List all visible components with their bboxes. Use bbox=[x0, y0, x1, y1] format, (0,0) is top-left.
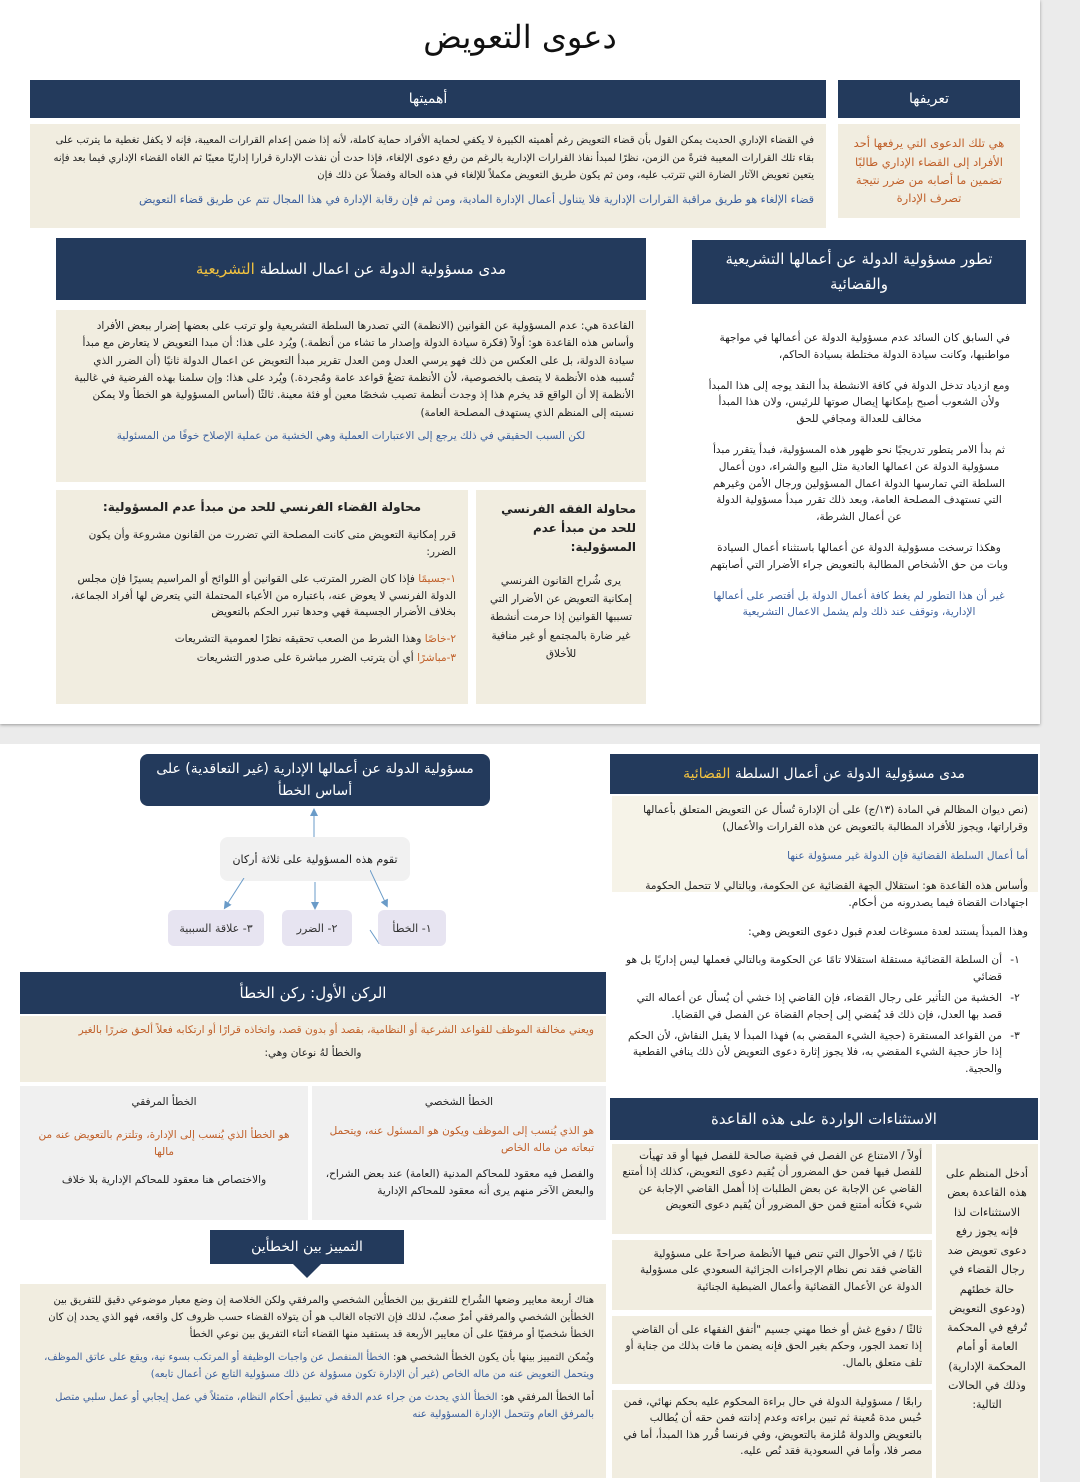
arrow-spacer bbox=[370, 870, 390, 908]
distinction-p1: هناك أربعة معايير وضعها الشُراح للتفريق بين الخطأين الشخصي والمرفقي ولكن الخلاصة إن وضع معيار موضوعي دقيق للتفريق بين الخطأين الشخصي والمرفقي أمرٌ صعبٌ، لذلك فإن الاتجاه الغالب هو أن يتولاه القضاء حسب ظروف كل واقعه، فهو الذي يحدد إن كان الخطأ شخصيًا أو مرفقيًا على أن معايير الأربعة قد يستفيد منها القضاء أثناء التفريق بين نوعي الخطأ bbox=[48, 1295, 594, 1340]
importance-blue: قضاء الإلغاء هو طريق مراقبة القرارات الإدارية فلا يتناول أعمال الإدارة المادية، ومن ثم فإن رقابة الإدارة في هذا المجال تتم عن طريق قضاء التعويض bbox=[139, 192, 814, 206]
french-judiciary-heading: محاولة القضاء الفرنسي للحد من مبدأ عدم المسؤولية: bbox=[102, 500, 422, 514]
judicial-p3: وهذا المبدأ يستند لعدة مسوغات لعدم قبول دعوى التعويض وهي: bbox=[748, 925, 1028, 938]
definition-text: هي تلك الدعوى التي يرفعها أحد الأفراد إلى القضاء الإداري طالبًا تضمين ما أصابه من ضرر نتيجة تصرف الإدارة bbox=[853, 136, 1005, 206]
p2-blue: الخطأ المنفصل عن واجبات الوظيفة أو المرتكب بسوء نية، ويقع على عاتق الموظف، ويتحمل التعويض عنه من ماله الخاص (غير أن الإدارة تكون مسؤولة عن ذلك مسؤولية التابع عن أعمال تابعه) bbox=[44, 1352, 594, 1380]
administrative-heading: مسؤولية الدولة عن أعمالها الإدارية (غير التعاقدية) على أساس الخطأ bbox=[140, 754, 490, 806]
arrow-right-tip bbox=[370, 870, 390, 908]
exception-3 bbox=[612, 1316, 932, 1384]
item-2-rest: وهذا الشرط من الصعب تحقيقه نظرًا لعمومية التشريعات bbox=[174, 633, 425, 646]
arrow-mid-wrap bbox=[305, 882, 325, 912]
page-2 bbox=[0, 744, 1040, 1482]
pillars-center: تقوم هذه المسؤولية على ثلاثة أركان bbox=[220, 837, 410, 881]
definition-heading: تعريفها bbox=[838, 80, 1020, 118]
evolution-blue: غير أن هذا التطور لم يغط كافة أعمال الدولة بل أقتصر على أعمالها الإدارية، وتوقف عند ذلك ولم يشمل الاعمال التشريعية bbox=[713, 589, 1005, 619]
item-num: ٢- bbox=[1010, 991, 1020, 1004]
personal-error-orange: هو الذي يُنسب إلى الموظف ويكون هو المسئول عنه، ويتحمل تبعاته من ماله الخاص bbox=[329, 1124, 594, 1154]
exceptions-heading: الاستثناءات الواردة على هذه القاعدة bbox=[610, 1098, 1038, 1140]
error-heading: الركن الأول: ركن الخطأ bbox=[20, 972, 606, 1014]
item-num: ١- bbox=[1010, 954, 1020, 967]
exception-2-text: ثانيًا / في الأحوال التي تنص فيها الأنظمة صراحةً على مسؤولية القاضي فقد نص نظام الإجراءات الجزائية السعودي على مسؤولية الدولة عن الأعمال القضائية وأعمال الضبطية الجنائية bbox=[640, 1248, 922, 1293]
item-2-key: ٢-خاصًا bbox=[424, 633, 456, 646]
evolution-p1: في السابق كان السائد عدم مسؤولية الدولة عن أعمالها في مواجهة مواطنيها، وكانت سيادة الدولة مختلطة بسيادة الحاكم، bbox=[719, 332, 1010, 361]
french-judiciary-item-1 bbox=[68, 571, 456, 621]
error-def: ويعني مخالفة الموظف للقواعد الشرعية أو النظامية، بقصد أو بدون قصد، واتخاذه قرارًا أو ارتكابه فعلاً ألحق ضررًا بالغير bbox=[78, 1024, 594, 1036]
judicial-p2: وأساس هذه القاعدة هو: استقلال الجهة القضائية عن الحكومة، وبالتالي لا تتحمل الحكومة اجتهادات القضاة فيما يصدرونه من أحكام. bbox=[645, 880, 1028, 909]
personal-error-title: الخطأ الشخصي bbox=[424, 1096, 494, 1108]
personal-error-text: والفصل فيه معقود للمحاكم المدنية (العامة) عند بعض الشراح، والبعض الآخر منهم يرى أنه معقود للمحاكم الإدارية bbox=[325, 1168, 594, 1198]
judicial-heading-highlight: القضائية bbox=[683, 766, 731, 782]
arrow-left-wrap bbox=[222, 878, 246, 912]
distinction-heading: التمييز بين الخطأين bbox=[210, 1230, 404, 1264]
error-def-box bbox=[20, 1016, 606, 1082]
legislative-text: القاعدة هي: عدم المسؤولية عن القوانين (الانظمة) التي تصدرها السلطة التشريعية ولو ترتب على بعضها إضرار ببعض الأفراد وأساس هذه القاعدة هو: أولاً (فكرة سيادة الدولة وإصدار ما تشاء من أنظمة.) ويُرد على هذا: أن مبدا التعويض لا يتعارض مع مبدأ سيادة الدولة، بل على العكس من ذلك فهو يرسي العدل ومن العدل تقرير مبدأ التعويض عن اعمال الدولة ثانيًا (أن الضرر الذي تُسببه هذه الأنظمة لا يتصف بالخصوصية، لأن الأنظمة تضعُ قواعد عامة ومُجردة.) ويُرد على هذا: وإن سلمنا بهذه الفرضية في غالبية الأنظمة إلا أن الواقع قد يخرم هذا إذ وجدت أنظمة تصيب شخصًا معين أو فئة معينة. ثالثًا (أساس المسؤولية هو الخطأ ولا يمكن نسبته إلى المنظم الذي يستهدف المصلحة العامة) bbox=[74, 320, 634, 419]
judicial-body bbox=[612, 872, 1038, 1112]
item-num: ٣- bbox=[1010, 1029, 1020, 1042]
pillar-damage: ٢- الضرر bbox=[282, 910, 352, 946]
pillar-error: ١- الخطأ bbox=[378, 910, 446, 946]
distinction-arrow bbox=[293, 1264, 321, 1278]
page-1 bbox=[0, 0, 1040, 724]
evolution-p4: وهكذا ترسخت مسؤولية الدولة عن أعمالها باستثناء أعمال السيادة وبات من حق الأشخاص المطالبة بالتعويض جراء الأضرار التي أصابتهم bbox=[710, 541, 1008, 571]
legislative-heading-highlight: التشريعية bbox=[195, 260, 255, 278]
exceptions-side: أدخل المنظم على هذه القاعدة بعض الاستثناءات لذا فإنه يجوز رفع دعوى تعويض ضد رجال القضاء في حالة خطئهم (ودعوى التعويض تُرفع في المحكمة العامة أو أمام المحكمة الإدارية) وذلك في الحالات التالية: bbox=[946, 1167, 1028, 1411]
judicial-heading bbox=[610, 754, 1038, 794]
importance-text: في القضاء الإداري الحديث يمكن القول بأن قضاء التعويض رغم أهميته الكبيرة لا يكفي لحماية الأفراد حماية كاملة، لأنه إذا ضمن إعدام القرارات المعيبة، فإنه لا يكفل تغطية ما يترتب على بقاء تلك القرارات المعيبة فترةً من الزمن، نظرًا لمبدأ نفاذ القرارات الإدارية بالرغم من رفع دعوى الإلغاء، فإذا حدث أن نفذت الإدارة قرارا إداريًا معيبًا ثم الغاه القضاء الإداري فيما بعد فإنه يتعين تعويض الآثار الضارة التي تترتب عليه، ومن ثم يكون طريق التعويض مكملاً للإلغاء في هذه الحالة وفضلاً عن ذلك فإن bbox=[53, 135, 814, 181]
judicial-heading-text: مدى مسؤولية الدولة عن أعمال السلطة bbox=[734, 766, 965, 782]
exception-1 bbox=[612, 1144, 932, 1234]
judicial-item-2 bbox=[622, 990, 1028, 1024]
distinction-p2 bbox=[32, 1349, 594, 1383]
evolution-p2: ومع ازدياد تدخل الدولة في كافة الانشطة بدأ النقد يوجه إلى هذا المبدأ ولأن الشعوب أصبح بإمكانها إيصال صوتها للرئيس، ولان هذا المبدأ مخالف للعدالة ومجافي للحق bbox=[708, 379, 1010, 426]
distinction-p3 bbox=[32, 1389, 594, 1423]
service-error-orange: هو الخطأ الذي يُنسب إلى الإدارة، وتلتزم بالتعويض عنه من مالها bbox=[38, 1128, 290, 1158]
judicial-blue: أما أعمال السلطة القضائية فإن الدولة غير مسؤولة عنها bbox=[787, 849, 1028, 862]
judicial-item-3 bbox=[622, 1028, 1028, 1078]
french-doctrine-text: يرى شُراح القانون الفرنسي إمكانية التعويض عن الأضرار التي تسببها القوانين إذا حرمت أنشطة غير ضارة بالمجتمع أو غير منافية للأخلاق bbox=[489, 574, 633, 661]
exception-2 bbox=[612, 1240, 932, 1310]
personal-error-box bbox=[312, 1086, 606, 1220]
importance-heading: أهميتها bbox=[30, 80, 826, 118]
french-judiciary-item-2 bbox=[68, 631, 456, 648]
french-judiciary-intro: قرر إمكانية التعويض متى كانت المصلحة التي تضررت من القانون مشروعة وأن يكون الضرر: bbox=[88, 529, 456, 558]
legislative-box bbox=[56, 310, 646, 482]
service-error-title: الخطأ المرفقي bbox=[131, 1096, 197, 1108]
exceptions-side-box bbox=[936, 1144, 1038, 1478]
item-text: أن السلطة القضائية مستقلة استقلالا تامًا عن الحكومة وبالتالي فعملها ليس إداريًا بل هو قضائي bbox=[626, 954, 1002, 984]
arrow-left-tip bbox=[222, 878, 246, 912]
exception-3-text: ثالثًا / دفوع غش أو خطا مهني جسيم "أتفق الفقهاء على أن القاضي إذا تعمد الجور، وحكم بغير الحق فإنه يضمن ما فات بذلك من جناية أو تلف متعلق بالمال. bbox=[625, 1324, 922, 1369]
item-text: الخشية من التأثير على رجال القضاء، فإن القاضي إذا خشي أن يُسأل عن أعماله التي قصد بها العدل، فإن ذلك قد يُفضي إلى إحجام القضاة عن الفصل في القضايا. bbox=[636, 991, 1002, 1021]
evolution-box bbox=[692, 314, 1026, 714]
judicial-item-1 bbox=[622, 952, 1028, 986]
exception-4 bbox=[612, 1390, 932, 1478]
p3-blue: الخطأ الذي يحدث من جراء عدم الدقة في تطبيق أحكام النظام، متمثلاً في عمل إيجابي أو عمل سلبي متصل بالمرفق العام وتتحمل الإدارة المسؤولية عنه bbox=[55, 1392, 594, 1420]
exception-1-text: أولاً / الامتناع عن الفصل في قضية صالحة للفصل فيها أو قد تهيأت للفصل فيها فمن حق المضرور أن يُقيم دعوى التعويض، كذلك إذا أمتنع القاضي عن الإجابة عن بعض الطلبات إذا أهمل القاضي الإجابة عن شيء فكأنه أمتنع فمن حق المضرور أن يُقيم دعوى التعويض bbox=[622, 1150, 922, 1211]
legislative-blue: لكن السبب الحقيقي في ذلك يرجع إلى الاعتبارات العملية وهي الخشية من عملية الإصلاح خوفًا من المسئولية bbox=[116, 429, 586, 442]
french-judiciary-box bbox=[56, 490, 468, 704]
definition-box bbox=[838, 124, 1020, 218]
service-error-box bbox=[20, 1086, 308, 1220]
error-types: والخطأ لهُ نوعان وهي: bbox=[264, 1046, 362, 1059]
item-3-rest: أي أن يترتب الضرر مباشرة على صدور التشريعات bbox=[196, 651, 418, 664]
item-1-rest: فإذا كان الضرر المترتب على القوانين أو اللوائح أو المراسيم يسيرًا فإن مجلس الدولة الفرنسي لا يعوض عنه، باعتباره من الأعباء المحتملة التي يتعرض لها أفراد الجماعة، بخلاف الأضرار الجسيمة فهي وحدها تبرر الحكم بالتعويض bbox=[70, 572, 456, 619]
french-judiciary-item-3 bbox=[68, 650, 456, 667]
p2-intro: ويُمكن التمييز بينها بأن يكون الخطأ الشخصي هو: bbox=[393, 1352, 594, 1363]
french-doctrine-heading: محاولة الفقه الفرنسي للحد من مبدأ عدم المسؤولية: bbox=[501, 502, 636, 555]
service-error-text: والاختصاص هنا معقود للمحاكم الإدارية بلا خلاف bbox=[61, 1174, 267, 1187]
legislative-heading bbox=[56, 238, 646, 300]
french-doctrine-box bbox=[476, 490, 646, 704]
arrow-mid-tip bbox=[305, 882, 325, 912]
evolution-heading: تطور مسؤولية الدولة عن أعمالها التشريعية والقضائية bbox=[692, 240, 1026, 304]
distinction-box bbox=[20, 1284, 606, 1478]
exception-4-text: رابعًا / مسؤولية الدولة في حال براءة المحكوم عليه بحكم نهائي، فمن حُبس مدة مُعينة ثم تبين براءته وعدم إدانته فمن حقه أن يُطالب بالتعويض والدولة مُلزمة بالتعويض، وفي فرنسا قُرر هذا المبدأ، أما في مصر فلا، وأما في السعودية فقد نُص عليه. bbox=[623, 1396, 922, 1457]
item-text: من القواعد المستقرة (حجية الشيء المقضي به) فهذا المبدأ لا يقبل النقاش، لأن الحكم إذا حاز حجية الشيء المقضي به، فلا يجوز إثارة دعوى التعويض لأن ذلك ينافي القطعية والحجية. bbox=[627, 1029, 1002, 1076]
judicial-p1: (نص ديوان المظالم في المادة (١٣/ج) على أن الإدارة تُسأل عن التعويض المتعلق بأعمالها وقراراتها، ويجوز للأفراد المطالبة بالتعويض عن هذه القرارات والأعمال) bbox=[643, 804, 1028, 833]
evolution-p3: ثم بدأ الامر يتطور تدريجيًا نحو ظهور هذه المسؤولية، فبدأ يتقرر مبدأ مسؤولية الدولة عن اعمالها العادية مثل البيع والشراء، دون أعمال السلطة التي تمارسها الدولة اعمال المسؤولين ورجال الأمن وغيرهم التي تستهدف المصلحة العامة، وبعد ذلك تقرر مبدأ مسؤولية الدولة عن أعمال الشرطة، bbox=[712, 443, 1006, 524]
page-title: دعوى التعويض bbox=[423, 18, 617, 56]
legislative-heading-text: مدى مسؤولية الدولة عن اعمال السلطة bbox=[259, 260, 507, 278]
p3-intro: أما الخطأ المرفقي هو: bbox=[500, 1392, 594, 1403]
item-3-key: ٣-مباشرًا bbox=[417, 651, 456, 664]
importance-box bbox=[30, 124, 826, 228]
item-1-key: ١-جسيمًا bbox=[418, 572, 456, 585]
pillar-causality: ٣- علاقة السببية bbox=[168, 910, 264, 946]
